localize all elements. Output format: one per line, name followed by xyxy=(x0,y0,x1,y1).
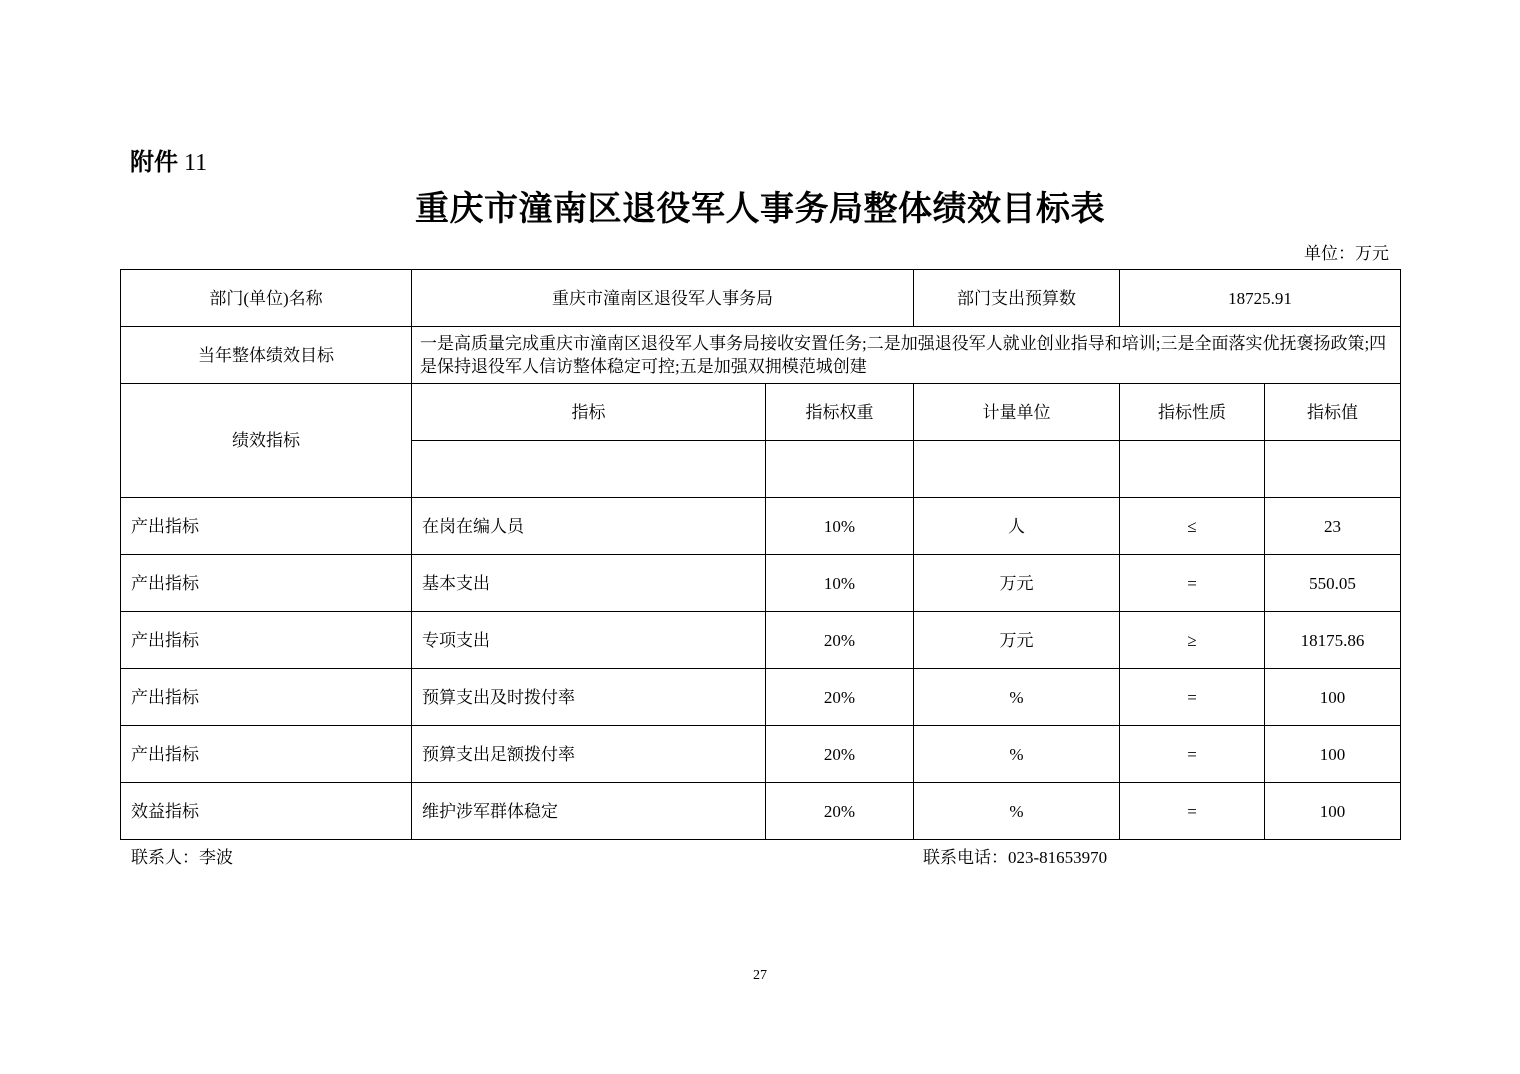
row-category: 产出指标 xyxy=(121,726,412,783)
row-nature: ≤ xyxy=(1120,498,1265,555)
goal-label: 当年整体绩效目标 xyxy=(121,327,412,384)
row-weight: 20% xyxy=(766,783,914,840)
row-value: 100 xyxy=(1265,669,1401,726)
row-value: 18175.86 xyxy=(1265,612,1401,669)
row-weight: 10% xyxy=(766,555,914,612)
row-weight: 10% xyxy=(766,498,914,555)
unit-note: 单位：万元 xyxy=(1304,244,1389,263)
col-header-nature: 指标性质 xyxy=(1120,384,1265,441)
col-header-value: 指标值 xyxy=(1265,384,1401,441)
page-title: 重庆市潼南区退役军人事务局整体绩效目标表 xyxy=(415,189,1105,229)
page-number: 27 xyxy=(753,968,767,983)
budget-value: 18725.91 xyxy=(1120,270,1401,327)
row-unit: 人 xyxy=(914,498,1120,555)
row-weight: 20% xyxy=(766,726,914,783)
dept-row xyxy=(121,270,1401,327)
goal-row xyxy=(121,327,1401,384)
row-nature: = xyxy=(1120,783,1265,840)
row-unit: % xyxy=(914,726,1120,783)
table-row xyxy=(121,783,1401,840)
row-category: 产出指标 xyxy=(121,555,412,612)
col-header-weight: 指标权重 xyxy=(766,384,914,441)
row-weight: 20% xyxy=(766,669,914,726)
row-indicator-name: 专项支出 xyxy=(412,612,766,669)
row-indicator-name: 基本支出 xyxy=(412,555,766,612)
col-header-unit: 计量单位 xyxy=(914,384,1120,441)
indicators-label: 绩效指标 xyxy=(121,384,412,498)
row-value: 100 xyxy=(1265,783,1401,840)
row-indicator-name: 维护涉军群体稳定 xyxy=(412,783,766,840)
row-weight: 20% xyxy=(766,612,914,669)
row-category: 效益指标 xyxy=(121,783,412,840)
row-category: 产出指标 xyxy=(121,612,412,669)
row-unit: % xyxy=(914,669,1120,726)
attachment-label xyxy=(130,146,207,179)
empty-cell xyxy=(412,441,766,498)
row-indicator-name: 预算支出足额拨付率 xyxy=(412,726,766,783)
empty-cell xyxy=(914,441,1120,498)
dept-name-label: 部门(单位)名称 xyxy=(121,270,412,327)
row-nature: ≥ xyxy=(1120,612,1265,669)
dept-name-value: 重庆市潼南区退役军人事务局 xyxy=(412,270,914,327)
indicator-header-row xyxy=(121,384,1401,441)
row-nature: = xyxy=(1120,555,1265,612)
attachment-word: 附件 xyxy=(130,148,178,176)
attachment-number: 11 xyxy=(184,150,208,176)
performance-table xyxy=(120,269,1401,840)
table-row xyxy=(121,555,1401,612)
table-row xyxy=(121,498,1401,555)
row-unit: 万元 xyxy=(914,612,1120,669)
row-category: 产出指标 xyxy=(121,669,412,726)
row-nature: = xyxy=(1120,726,1265,783)
budget-label: 部门支出预算数 xyxy=(914,270,1120,327)
contact-person: 联系人：李波 xyxy=(131,848,233,867)
row-category: 产出指标 xyxy=(121,498,412,555)
row-indicator-name: 预算支出及时拨付率 xyxy=(412,669,766,726)
row-nature: = xyxy=(1120,669,1265,726)
row-unit: % xyxy=(914,783,1120,840)
row-indicator-name: 在岗在编人员 xyxy=(412,498,766,555)
goal-text: 一是高质量完成重庆市潼南区退役军人事务局接收安置任务;二是加强退役军人就业创业指导和培训;三是全面落实优抚褒扬政策;四是保持退役军人信访整体稳定可控;五是加强双拥模范城创建 xyxy=(412,327,1401,384)
contact-phone: 联系电话：023-81653970 xyxy=(923,848,1108,867)
row-value: 100 xyxy=(1265,726,1401,783)
table-row xyxy=(121,612,1401,669)
col-header-indicator: 指标 xyxy=(412,384,766,441)
row-value: 23 xyxy=(1265,498,1401,555)
empty-cell xyxy=(766,441,914,498)
table-row xyxy=(121,669,1401,726)
row-unit: 万元 xyxy=(914,555,1120,612)
row-value: 550.05 xyxy=(1265,555,1401,612)
table-row xyxy=(121,726,1401,783)
empty-cell xyxy=(1120,441,1265,498)
empty-cell xyxy=(1265,441,1401,498)
